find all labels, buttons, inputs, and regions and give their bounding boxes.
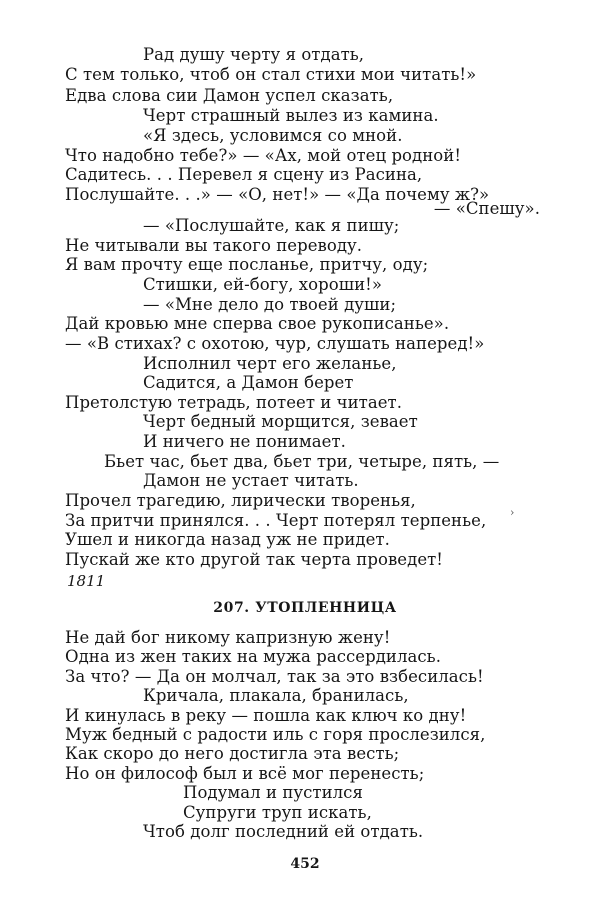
page-number: 452 xyxy=(290,856,320,872)
poem-year: 1811 xyxy=(67,572,106,590)
poem-line: Чтоб долг последний ей отдать. xyxy=(143,822,424,841)
poem-line: Бьет час, бьет два, бьет три, четыре, пять, — xyxy=(104,452,500,471)
poem-line: Ушел и никогда назад уж не придет. xyxy=(65,530,390,549)
poem-line: Что надобно тебе?» — «Ах, мой отец родной! xyxy=(65,146,462,165)
poem-line: Дай кровью мне сперва свое рукописанье». xyxy=(65,314,450,333)
poem-line: «Я здесь, условимся со мной. xyxy=(143,126,403,145)
margin-mark: › xyxy=(510,506,515,519)
poem-line: Но он философ был и всё мог перенесть; xyxy=(65,764,425,783)
poem-line: Черт страшный вылез из камина. xyxy=(143,106,439,125)
poem-line: Садится, а Дамон берет xyxy=(143,373,354,392)
poem-line: И кинулась в реку — пошла как ключ ко дну! xyxy=(65,706,467,725)
poem-line: За притчи принялся. . . Черт потерял терпенье, xyxy=(65,511,487,530)
poem-line: Не читывали вы такого переводу. xyxy=(65,236,363,255)
poem-line: Садитесь. . . Перевел я сцену из Расина, xyxy=(65,165,423,184)
poem-line: Черт бедный морщится, зевает xyxy=(143,412,418,431)
poem-line: Исполнил черт его желанье, xyxy=(143,354,397,373)
poem-line: Претолстую тетрадь, потеет и читает. xyxy=(65,393,403,412)
poem-line: Прочел трагедию, лирически творенья, xyxy=(65,491,416,510)
poem-line: И ничего не понимает. xyxy=(143,432,346,451)
poem-line: Супруги труп искать, xyxy=(183,803,372,822)
poem-line: — «Мне дело до твоей души; xyxy=(143,295,397,314)
poem-line: — «В стихах? с охотою, чур, слушать наперед!» xyxy=(65,334,485,353)
poem-line: Едва слова сии Дамон успел сказать, xyxy=(65,86,394,105)
poem-line: Стишки, ей-богу, хороши!» xyxy=(143,275,382,294)
poem-line: Дамон не устает читать. xyxy=(143,471,359,490)
poem-line: Подумал и пустился xyxy=(183,783,363,802)
poem-line: Одна из жен таких на мужа рассердилась. xyxy=(65,647,442,666)
poem-line: Муж бедный с радости иль с горя прослезился, xyxy=(65,725,486,744)
poem-line: Рад душу черту я отдать, xyxy=(143,45,365,64)
poem-line: Как скоро до него достигла эта весть; xyxy=(65,744,400,763)
poem-title: 207. УТОПЛЕННИЦА xyxy=(213,600,397,616)
poem-line: Пускай же кто другой так черта проведет! xyxy=(65,550,443,569)
poem-line: Я вам прочту еще посланье, притчу, оду; xyxy=(65,255,429,274)
poem-line: Кричала, плакала, бранилась, xyxy=(143,686,409,705)
poem-line: За что? — Да он молчал, так за это взбесилась! xyxy=(65,667,484,686)
poem-line: — «Спешу». xyxy=(433,199,540,218)
poem-line: С тем только, чтоб он стал стихи мои читать!» xyxy=(65,65,477,84)
poem-line: — «Послушайте, как я пишу; xyxy=(143,216,400,235)
poem-line: Не дай бог никому капризную жену! xyxy=(65,628,391,647)
poem-line: Послушайте. . .» — «О, нет!» — «Да почему ж?» xyxy=(65,185,490,204)
